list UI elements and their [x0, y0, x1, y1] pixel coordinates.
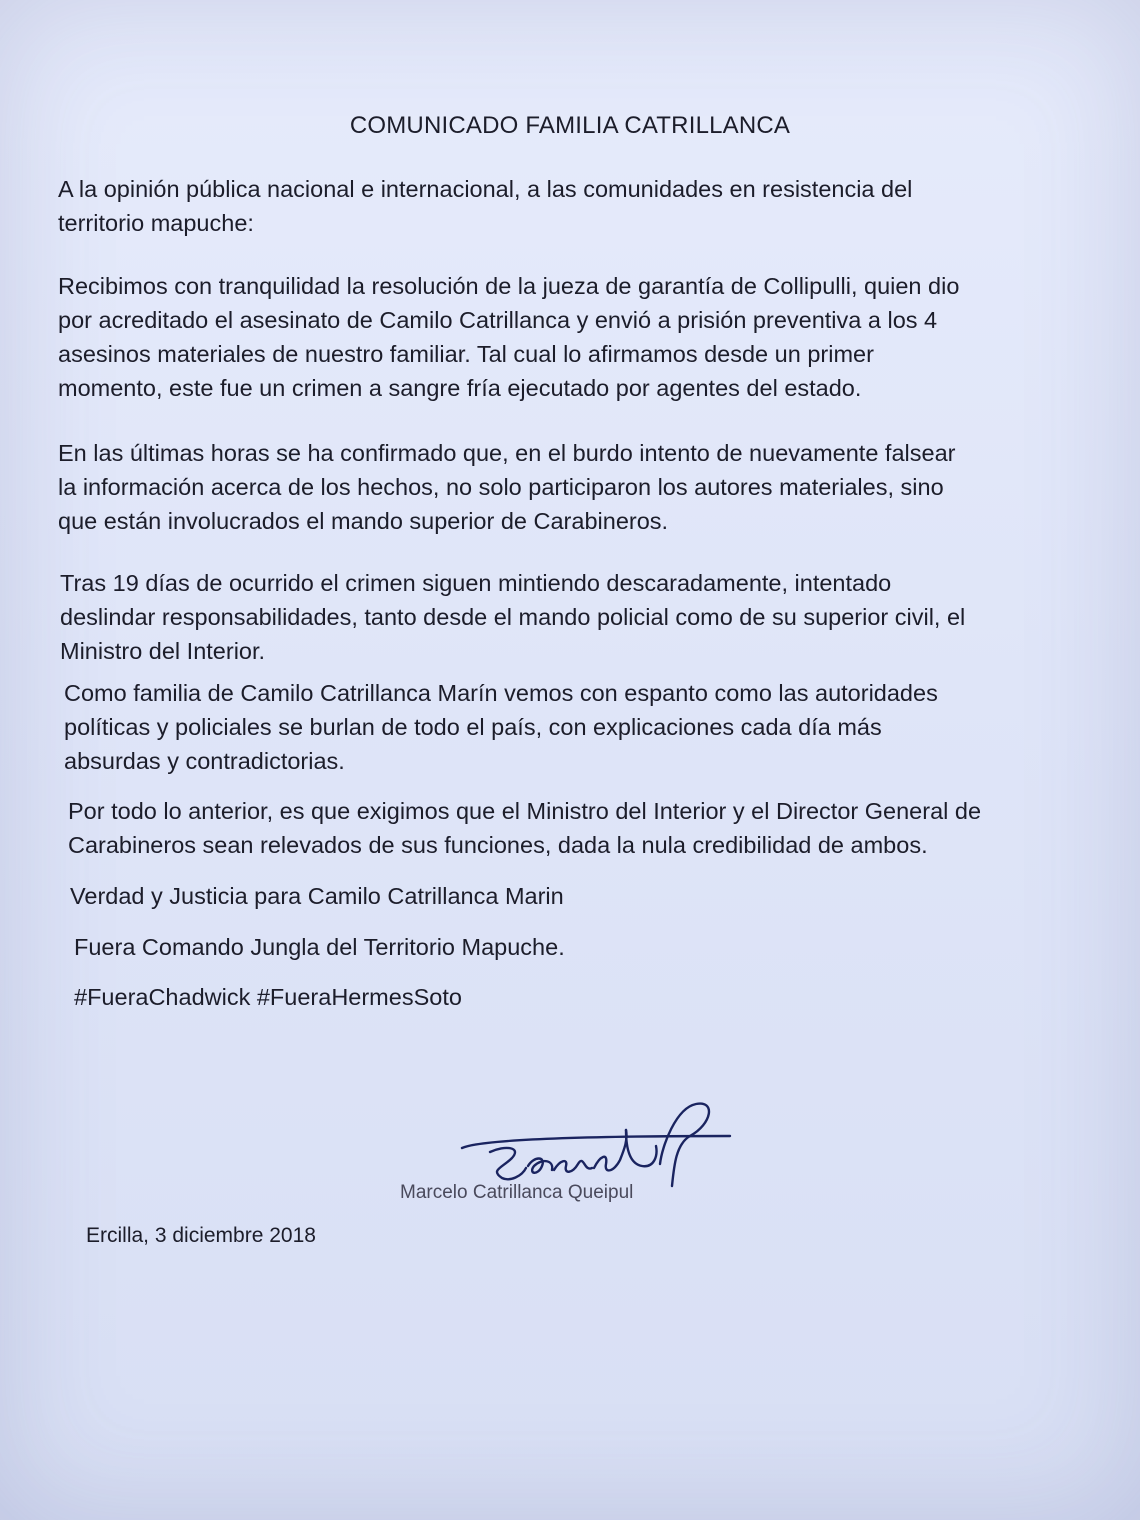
- paragraph-resolution: [58, 269, 1058, 405]
- paragraph-line: deslindar responsabilidades, tanto desde el mando policial como de su superior civil, el: [60, 604, 966, 630]
- paragraph-line: momento, este fue un crimen a sangre fría ejecutado por agentes del estado.: [58, 375, 862, 401]
- document-title: COMUNICADO FAMILIA CATRILLANCA: [349, 112, 791, 139]
- paragraph-address: [58, 172, 1058, 240]
- paragraph-line: Fuera Comando Jungla del Territorio Mapuche.: [74, 934, 565, 960]
- paragraph-line: En las últimas horas se ha confirmado que, en el burdo intento de nuevamente falsear: [58, 440, 956, 466]
- signature-block: [400, 1090, 740, 1220]
- paragraph-line: Recibimos con tranquilidad la resolución de la jueza de garantía de Collipulli, quien dio: [58, 273, 960, 299]
- paragraph-19-days: [60, 566, 1060, 668]
- paragraph-line: Como familia de Camilo Catrillanca Marín vemos con espanto como las autoridades: [64, 680, 938, 706]
- paragraph-line: absurdas y contradictorias.: [64, 748, 345, 774]
- paragraph-line: A la opinión pública nacional e internacional, a las comunidades en resistencia del: [58, 176, 913, 202]
- paragraph-line: Por todo lo anterior, es que exigimos que el Ministro del Interior y el Director General de: [68, 798, 982, 824]
- paragraph-line: Ministro del Interior.: [60, 638, 266, 664]
- paragraph-line: la información acerca de los hechos, no solo participaron los autores materiales, sino: [58, 474, 944, 500]
- paragraph-line: que están involucrados el mando superior de Carabineros.: [58, 508, 669, 534]
- signatory-name: Marcelo Catrillanca Queipul: [400, 1182, 634, 1203]
- paragraph-line: políticas y policiales se burlan de todo el país, con explicaciones cada día más: [64, 714, 882, 740]
- paragraph-family: [64, 676, 1064, 778]
- slogan-justice: [70, 879, 1070, 913]
- paragraph-line: por acreditado el asesinato de Camilo Catrillanca y envió a prisión preventiva a los 4: [58, 307, 938, 333]
- paragraph-demand: [68, 794, 1068, 862]
- hashtags: [74, 980, 1074, 1014]
- paragraph-line: Verdad y Justicia para Camilo Catrillanca Marin: [70, 883, 564, 909]
- paragraph-line: Tras 19 días de ocurrido el crimen siguen mintiendo descaradamente, intentado: [60, 570, 892, 596]
- document-date: Ercilla, 3 diciembre 2018: [86, 1224, 316, 1247]
- paragraph-line: territorio mapuche:: [58, 210, 254, 236]
- paragraph-line: #FueraChadwick #FueraHermesSoto: [74, 984, 462, 1010]
- paragraph-line: asesinos materiales de nuestro familiar. Tal cual lo afirmamos desde un primer: [58, 341, 874, 367]
- slogan-comando-jungla: [74, 930, 1074, 964]
- paragraph-confirmation: [58, 436, 1058, 538]
- paragraph-line: Carabineros sean relevados de sus funciones, dada la nula credibilidad de ambos.: [68, 832, 928, 858]
